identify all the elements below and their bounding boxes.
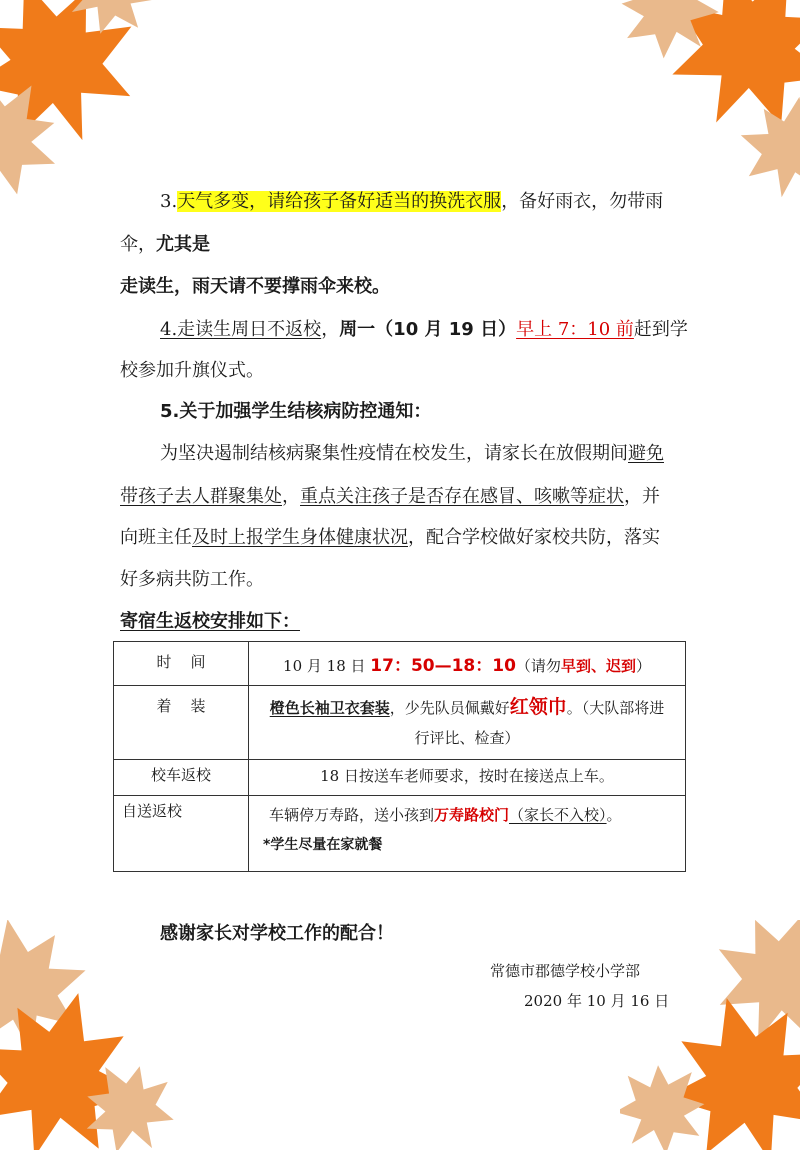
dress-mid: ，少先队员佩戴好: [389, 699, 510, 717]
self-value-line: [263, 800, 677, 830]
bus-value: 18 日按送车老师要求，按时在接送点上车。: [249, 760, 686, 796]
item5-l3-plain-1: 向班主任: [120, 527, 192, 548]
item5-l2-rest: ，并: [624, 486, 660, 507]
item3-rest: ，备好雨衣，勿带雨: [501, 191, 664, 212]
dress-bold: 橙色长袖卫衣套装: [269, 699, 390, 717]
item5-line3: [120, 526, 660, 550]
self-label: 自送返校: [114, 796, 249, 872]
dress-label: 着 装: [114, 686, 249, 760]
item5-heading: 5.关于加强学生结核病防控通知：: [160, 401, 432, 422]
table-row: [114, 796, 686, 872]
time-paren-open: （请勿: [515, 657, 561, 675]
item5-line4: 好多病共防工作。: [120, 569, 264, 590]
maple-leaf-decoration-bottom-right: [620, 920, 800, 1150]
self-end: 。: [606, 806, 622, 824]
table-row: [114, 642, 686, 686]
time-paren-close: ）: [635, 657, 651, 675]
maple-leaf-decoration-top-left: [0, 0, 160, 210]
item5-l2-underlined-2: 重点关注孩子是否存在感冒、咳嗽等症状: [300, 486, 624, 507]
item3-line2-bold: 尤其是: [156, 234, 210, 255]
item4-red-time: 早上 7：10 前: [516, 319, 634, 340]
item3-line3: 走读生，雨天请不要撑雨伞来校。: [120, 276, 390, 297]
item3-prefix: 3.: [160, 191, 178, 212]
boarding-heading: 寄宿生返校安排如下：: [120, 611, 300, 632]
item3-line2-plain: 伞，: [120, 234, 156, 255]
self-value-prefix: 车辆停万寿路，送小孩到: [269, 806, 435, 824]
item4-line2: 校参加升旗仪式。: [120, 360, 264, 381]
time-label: 时 间: [114, 642, 249, 686]
time-range: 17：50—18：10: [370, 656, 516, 676]
item5-l3-plain-2: ，配合学校做好家校共防，落实: [408, 527, 660, 548]
maple-leaf-decoration-top-right: [620, 0, 800, 200]
item5-l1-underlined: 避免: [628, 443, 664, 464]
item5-l2-sep: ，: [282, 486, 300, 507]
dress-rest-1: 。（大队部将进: [566, 699, 665, 717]
item4-underlined: 4.走读生周日不返校: [160, 319, 322, 340]
item5-l1-plain: 为坚决遏制结核病聚集性疫情在校发生，请家长在放假期间: [160, 443, 628, 464]
meal-note: *学生尽量在家就餐: [263, 837, 383, 853]
table-row: [114, 760, 686, 796]
item4-line1: [160, 318, 688, 342]
boarding-arrangement-table: [113, 641, 686, 872]
self-paren: （家长不入校）: [509, 806, 607, 824]
item3-highlight: 天气多变，请给孩子备好适当的换洗衣服: [177, 191, 502, 212]
self-value: [249, 796, 686, 872]
date: 2020 年 10 月 16 日: [524, 992, 670, 1010]
item5-line1: [160, 442, 664, 466]
item5-l2-underlined-1: 带孩子去人群聚集处: [120, 486, 282, 507]
time-value: [249, 642, 686, 686]
time-warning: 早到、迟到: [560, 657, 636, 675]
item3-line1: [160, 190, 663, 214]
table-row: [114, 686, 686, 760]
dress-red-scarf: 红领巾: [509, 696, 567, 718]
time-prefix: 10 月 18 日: [283, 657, 371, 675]
item4-sep: ，: [321, 319, 340, 340]
signature: 常德市郡德学校小学部: [490, 962, 641, 980]
item3-line2: [120, 233, 210, 257]
item4-bold-date: 周一（10 月 19 日）: [339, 319, 517, 340]
item4-rest: 赶到学: [633, 319, 688, 340]
maple-leaf-decoration-bottom-left: [0, 920, 180, 1150]
bus-label: 校车返校: [114, 760, 249, 796]
dress-rest-2: 行评比、检查）: [414, 729, 520, 747]
thanks-line: 感谢家长对学校工作的配合！: [160, 923, 394, 944]
item5-l3-underlined: 及时上报学生身体健康状况: [192, 527, 408, 548]
self-red-gate: 万寿路校门: [434, 806, 510, 824]
item5-line2: [120, 485, 660, 509]
dress-value: [249, 686, 686, 760]
